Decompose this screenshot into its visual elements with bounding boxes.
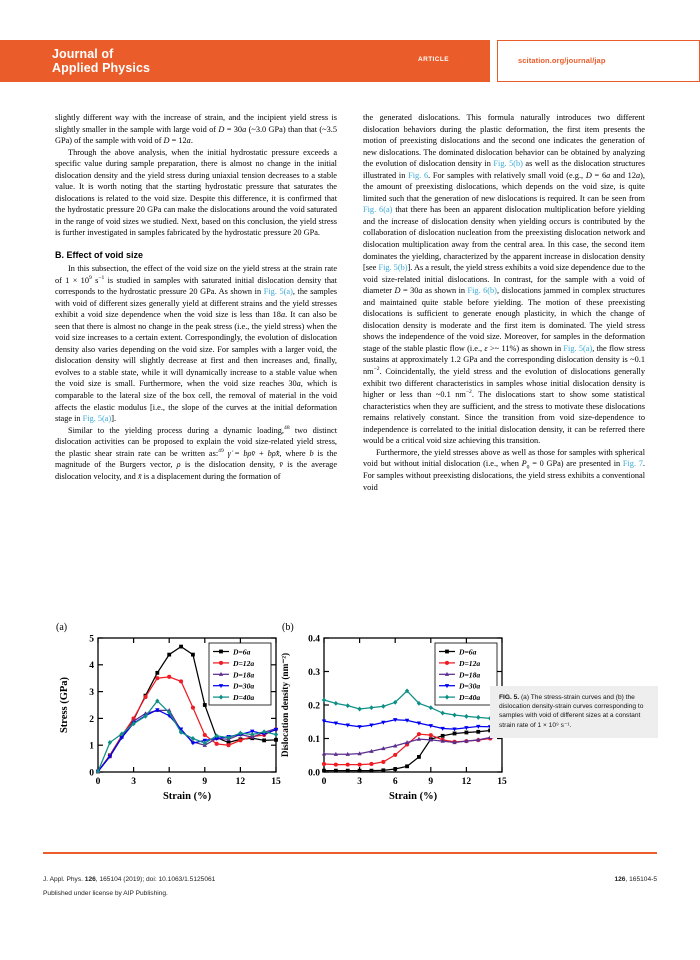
svg-text:D=30a: D=30a [459,681,481,691]
paragraph-left-2: Through the above analysis, when the initial hydrostatic pressure exceeds a specific value during sample preparation, there is almost no change in the initial dislocation density and the yield stress during uniaxial tension decreases to a stable value. It is worth noting that the starting hydrostatic pressure that saturates the dislocations is related to the void size. Despite this difference, it is confirmed that the hydrostatic pressure 20 GPa can make the dislocations around the void saturated in the range of void sizes we studied. Next, based on this conclusion, the yield stress is further investigated in samples fabricated by the hydrostatic pressure 20 GPa. [55,147,337,238]
stress-strain-plot [54,620,286,816]
svg-text:3: 3 [357,777,362,787]
svg-text:5: 5 [89,634,94,645]
journal-title [52,48,150,75]
svg-text:0: 0 [89,768,94,779]
panel-a-tag: (a) [56,622,68,633]
svg-text:6: 6 [166,777,172,787]
scitation-url-box[interactable] [497,40,700,82]
svg-text:12: 12 [461,777,472,787]
svg-text:D=30a: D=30a [233,681,255,691]
footer-citation [43,876,215,883]
footer-page-number [614,876,657,883]
page-rest: , 165104-5 [625,876,657,883]
svg-text:D=18a: D=18a [233,670,255,680]
journal-title-line1: Journal of [52,47,114,61]
svg-text:0.0: 0.0 [308,768,320,779]
figure-panel-b [280,620,512,816]
citation-rest: , 165104 (2019); doi: 10.1063/1.5125061 [95,876,216,883]
paragraph-right-1: the generated dislocations. This formula naturally introduces two different dislocation behaviors during the plastic deformation, the first item presents the motion of preexisting dislocations and the second one indicates the generation of new dislocations. The dominated dislocation behavior can be obtained by analyzing the evolution of dislocation density in Fig. 5(b) as well as the dislocation structures illustrated in Fig. 6. For samples with relatively small void (e.g., D = 6a and 12a), the amount of preexisting dislocations, which depends on the void size, is quite limited such that the generation of new dislocations is required. It can be seen from Fig. 6(a) that there has been an apparent dislocation multiplication before yielding and the increase of dislocation density when yielding occurs is contributed by the collaboration of dislocation nucleation from the preexisting dislocation network and dislocation multiplication away from the central area. In this case, the second item dominates the yielding, characterized by the apparent increase in dislocation density [see Fig. 5(b)]. As a result, the yield stress exhibits a void size dependence due to the void size-related initial dislocations. In contrast, for the sample with a void of diameter D = 30a as shown in Fig. 6(b), dislocations jammed in complex structures and maintained quite stable before yielding. The motion of these preexisting dislocations is sufficient to generate enough plasticity, in which the change of dislocation density is moderate and the first item is dominated. The yield stress shows the independence of the void size. Moreover, for samples in the deformation stage of the stable plastic flow (i.e., ε >~ 11%) as shown in Fig. 5(a), the flow stress sustains at approximately 1.2 GPa and the corresponding dislocation density is ~0.1 $nm^{-2}$. Coincidentally, the yield stress and the evolution of dislocations generally exhibit two different characteristics in samples whose initial dislocation density is higher or less than ~0.1 $nm^{-2}$. The dislocations start to show some statistical characteristics when they are sufficient, and the stress to motivate these dislocations remains relatively constant. Since the transition from void size-dependence to independence is correlated to the initial dislocation density, it can be referred there would be a critical void size achieving this transition. [363,113,646,446]
scitation-url-link[interactable]: scitation.org/journal/jap [518,56,606,65]
svg-text:D=12a: D=12a [233,658,255,668]
paragraph-left-3: In this subsection, the effect of the void size on the yield stress at the strain rate of $1 \times 10^9$ $s^{-1}$ is studied in samples with saturated initial dislocation density that corresponds to the hydrostatic pressure 20 GPa. As shown in Fig. 5(a), the samples with void of different sizes generally yield at different strains and the yield stresses exhibit a void size dependence when the void size is less than 18a. It can also be seen that there is almost no change in the peak stress (i.e., the yield stress) when the void size increases to a certain extent. Correspondingly, the evolution of dislocation density also varies depending on the void size. For samples with a larger void, the dislocation density will slightly decrease at first and then increases and, finally, evolves to a stable state, while it will dynamically increase to a stable value when the void size is small. Furthermore, when the void size reaches 30a, which is comparable to the lateral size of the box cell, the removal of material in the void affects the elastic modulus [i.e., the slope of the curves at the initial deformation stage in Fig. 5(a)]. [55,264,338,424]
svg-text:1: 1 [89,741,94,752]
svg-text:0: 0 [95,777,101,787]
svg-text:3: 3 [131,777,136,787]
svg-text:3: 3 [89,688,94,698]
svg-text:Strain (%): Strain (%) [162,791,212,802]
svg-text:12: 12 [235,777,246,787]
figure-caption-text: (a) The stress-strain curves and (b) the dislocation density-strain curves corresponding to samples with void of different sizes at a constant strain rate of 1 × 10⁹ s⁻¹. [499,694,644,729]
svg-text:Stress (GPa): Stress (GPa) [59,676,70,734]
dislocation-density-plot [280,620,512,816]
paragraph-left-1: slightly different way with the increase of strain, and the incipient yield stress is slightly smaller in the sample with large void of D = 30a (~3.0 GPa) than that (~3.5 GPa) of the sample with void of D = 12a. [55,113,338,146]
svg-text:0: 0 [321,777,327,787]
svg-text:D=12a: D=12a [459,658,481,668]
figure-caption-label: FIG. 5. [499,694,520,701]
footer-divider [43,852,657,854]
right-column [363,112,645,493]
svg-text:9: 9 [202,777,208,787]
citation-volume: 126 [84,876,96,883]
svg-text:Dislocation density (nm⁻²): Dislocation density (nm⁻²) [281,652,291,758]
page-header [0,40,700,82]
page-footer [43,876,657,897]
figure-caption [490,686,658,738]
svg-text:15: 15 [271,777,281,787]
panel-b-tag: (b) [282,622,294,633]
page-volume: 126 [614,876,626,883]
svg-text:Strain (%): Strain (%) [388,791,438,802]
svg-text:D=40a: D=40a [459,693,481,703]
svg-text:D=18a: D=18a [459,670,481,680]
svg-text:2: 2 [89,714,94,725]
svg-text:D=6a: D=6a [233,647,251,657]
paragraph-right-2: Furthermore, the yield stresses above as well as those for samples with spherical void but without initial dislocation (i.e., when $P_0 = 0$ GPa) are presented in Fig. 7. For samples without preexisting dislocations, the yield stress exhibits a conventional void [363,447,645,492]
svg-text:9: 9 [428,777,434,787]
citation-prefix: J. Appl. Phys. [43,876,85,883]
svg-text:0.4: 0.4 [308,634,320,645]
svg-text:4: 4 [89,661,94,672]
figure-panel-a [54,620,286,816]
svg-text:15: 15 [497,777,507,787]
article-type-label: ARTICLE [418,56,449,63]
svg-text:0.3: 0.3 [308,667,320,678]
svg-text:D=40a: D=40a [233,693,255,703]
article-body [55,112,645,493]
journal-title-line2: Applied Physics [52,60,151,75]
left-column [55,112,337,493]
paragraph-left-4: Similar to the yielding process during a dynamic loading,$^{48}$ two distinct dislocation activities can be proposed to explain the void size-related yield stress, the plastic shear strain rate can be written as:$^{49}$ γ̇ = bρv̄ + bρ̇x̄, where b is the magnitude of the Burgers vector, ρ is the dislocation density, v̄ is the average dislocation velocity, and x̄ is a displacement during the formation of [55,424,338,481]
svg-text:6: 6 [392,777,398,787]
footer-license: Published under license by AIP Publishing. [43,890,168,897]
section-heading-b: B. Effect of void size [55,250,144,261]
svg-text:0.2: 0.2 [308,701,320,712]
svg-text:0.1: 0.1 [308,734,320,745]
svg-text:D=6a: D=6a [459,647,477,657]
